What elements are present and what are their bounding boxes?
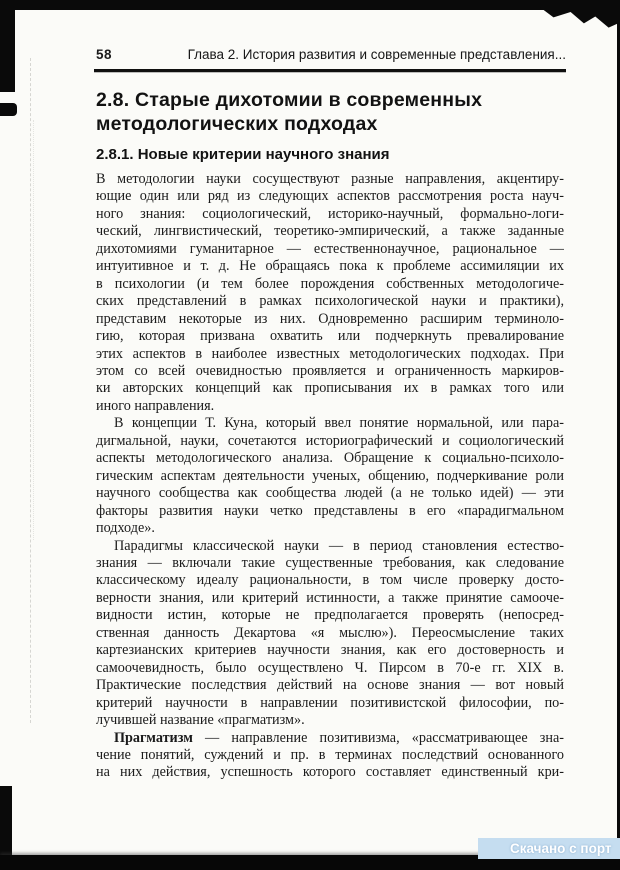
section-title <box>96 88 566 136</box>
text-line: Парадигмы классической науки — в период становления естество- <box>114 537 564 554</box>
text-line: представим некоторые из них. Одновременно расширим терминоло- <box>96 310 564 327</box>
section-title-line2: методологических подходах <box>96 113 378 135</box>
text-line: гическим аспектам деятельности ученых, общению, подчеркивание роли <box>96 467 564 484</box>
text-line: ческий, лингвистический, теоретико-эмпирический, а также заданные <box>96 223 564 240</box>
text-line: гию, которая призвана охватить или подчеркнуть превалирование <box>96 328 564 345</box>
body-text <box>96 171 564 782</box>
text-line: верности знания, или критерий истинности, а также принятие самооче- <box>96 589 564 606</box>
text-line: лучившей название «прагматизм». <box>96 712 305 729</box>
running-head <box>96 47 566 67</box>
download-watermark <box>478 838 620 859</box>
page-number: 58 <box>96 47 113 62</box>
text-line: картезианских критериев научности знания, как его достоверность и <box>96 642 564 659</box>
chapter-running-title: Глава 2. История развития и современные представления... <box>187 47 566 62</box>
text-line: дихотомиями гуманитарное — естественнонаучное, рациональное — <box>96 240 564 257</box>
text-line: критерий научности в направлении позитивистской философии, по- <box>96 694 564 711</box>
text-line: в психологии (и тем более порождения собственных методологиче- <box>96 275 564 292</box>
text-line: В методологии науки сосуществуют разные направления, акцентиру- <box>96 171 564 187</box>
text-line: ских представлений в рамках психологической науки и практики), <box>96 293 564 310</box>
scan-edge-left-bottom <box>0 786 12 856</box>
subsection-title: 2.8.1. Новые критерии научного знания <box>96 146 390 163</box>
text-line: на них действия, успешность которого составляет единственный кри- <box>96 764 564 781</box>
text-line: ки авторских концепций как прописывания их в рамках того или <box>96 380 564 397</box>
text-line: Прагматизм — направление позитивизма, «рассматривающее зна- <box>114 729 564 746</box>
scan-edge-left-mark <box>0 103 17 116</box>
text-line: этом со всей очевидностью проявляется и ограниченность маркиров- <box>96 362 564 379</box>
header-rule <box>94 69 566 72</box>
text-line: ственная данность Декартова «я мыслю»). Переосмысление таких <box>96 624 564 641</box>
text-line: факторы развития науки четко представлены в его «парадигмальном <box>96 502 564 519</box>
scan-edge-left-top <box>0 0 15 92</box>
text-line: классическому идеалу рациональности, в том числе проверку досто- <box>96 572 564 589</box>
text-line: самоочевидность, было осуществлено Ч. Пирсом в 70-е гг. XIX в. <box>96 659 564 676</box>
text-line: Практические последствия действий на основе знания — вот новый <box>96 677 564 694</box>
text-line: чение понятий, суждений и пр. в терминах последствий основанного <box>96 746 564 763</box>
watermark-text: Скачано с порт <box>510 841 612 856</box>
text-line: аспекты методологического анализа. Обращение к социально-психоло- <box>96 450 564 467</box>
text-line: В концепции Т. Куна, который ввел понятие нормальной, или пара- <box>114 415 564 432</box>
text-line: дигмальной, науки, сочетаются историографический и социологический <box>96 432 564 449</box>
text-line: иного направления. <box>96 397 215 414</box>
text-line: интуитивное и т. д. Не обращаясь пока к проблеме ассимиляции их <box>96 258 564 275</box>
text-line: знания — включали такие существенные требования, как следование <box>96 554 564 571</box>
scan-corner-blob <box>525 0 620 30</box>
section-title-line1: 2.8. Старые дихотомии в современных <box>96 89 483 111</box>
text-line: научного сообщества как сообщества людей (а не только идей) — эти <box>96 485 564 502</box>
text-line: видности истин, которые не предполагается проверять (непосред- <box>96 607 564 624</box>
text-line: подходе». <box>96 520 155 537</box>
text-line: ного знания: социологический, историко-научный, формально-логи- <box>96 205 564 222</box>
text-line: ющие один или ряд из следующих аспектов рассмотрения роста науч- <box>96 188 564 205</box>
spine-crease-line <box>30 58 32 723</box>
text-line: этих аспектов в наиболее известных методологических подходах. При <box>96 345 564 362</box>
spine-crease-line-2 <box>33 120 35 540</box>
